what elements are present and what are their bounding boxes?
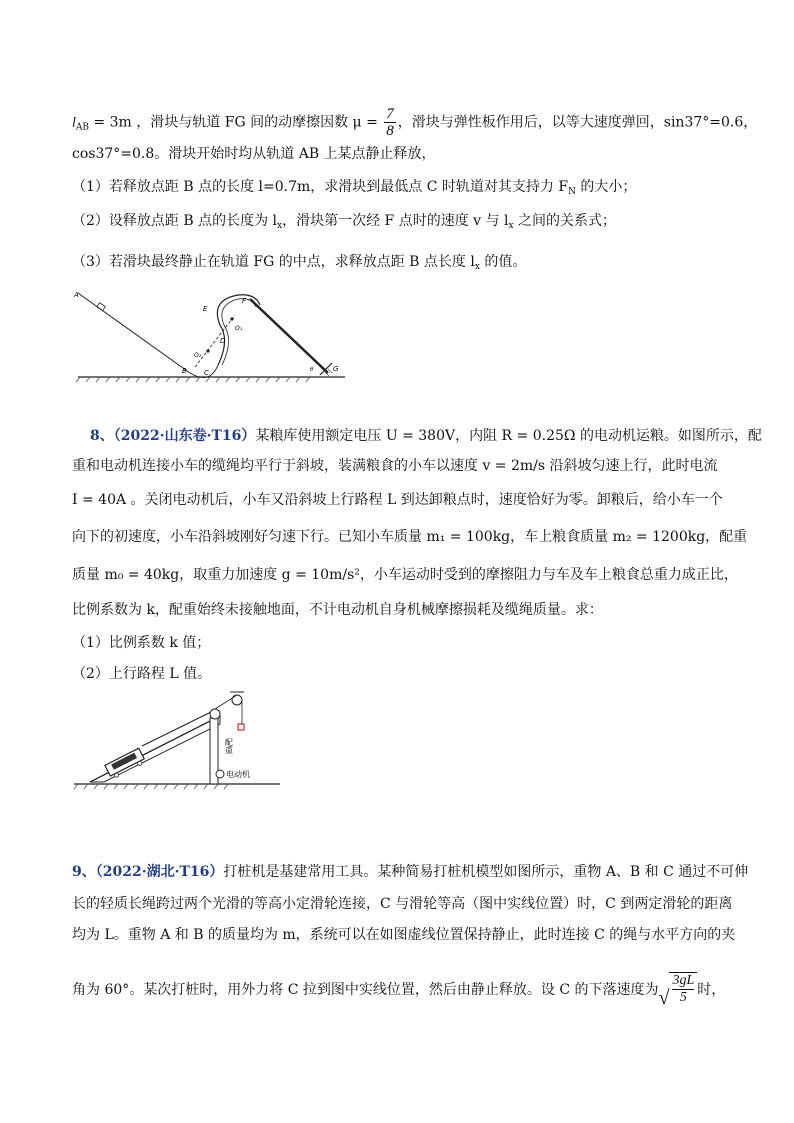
label-e: E xyxy=(203,305,208,313)
q9-line2: 长的轻质长绳跨过两个光滑的等高小定滑轮连接，C 与滑轮等高（图中实线位置）时，C 到两定滑轮的距离 xyxy=(72,896,733,912)
track-fg xyxy=(250,299,328,373)
label-o2: O₂ xyxy=(194,352,202,359)
q8-line4: 向下的初速度，小车沿斜坡刚好匀速下行。已知小车质量 m₁ = 100kg，车上粮食质量 m₂ = 1200kg，配重 xyxy=(72,529,748,545)
q7-line2: cos37°=0.8。滑块开始时均从轨道 AB 上某点静止释放， xyxy=(72,146,436,162)
label-c: C xyxy=(204,369,209,377)
q8-line1: 8、（2022·山东卷·T16）某粮库使用额定电压 U = 380V，内阻 R = 0.25Ω 的电动机运粮。如图所示，配 xyxy=(90,428,762,444)
q8-line5: 质量 m₀ = 40kg，取重力加速度 g = 10m/s²，小车运动时受到的摩擦阻力与车及车上粮食总重力成正比， xyxy=(72,567,738,583)
label-a: A xyxy=(74,291,79,299)
sqrt-expression: √ $\frac{3gL}{5}$ xyxy=(659,972,698,1008)
q7-part2: （2）设释放点距 B 点的长度为 $l_x$，滑块第一次经 F 点时的速度 v 与 $l_x$ 之间的关系式； xyxy=(72,213,616,231)
track-ab xyxy=(78,293,190,373)
label-motor: 电动机 xyxy=(226,770,250,779)
q7-line1: $l_{AB} = 3m$ ，滑块与轨道 FG 间的动摩擦因数 μ = $\frac{7}{8}$ ，滑块与弹性板作用后，以等大速度弹回，sin37°=0.6， xyxy=(72,106,758,139)
label-b: B xyxy=(182,367,187,375)
q8-line3: I = 40A 。关闭电动机后，小车又沿斜坡上行路程 L 到达卸粮点时，速度恰好为零。卸粮后，给小车一个 xyxy=(72,492,723,508)
q9-line5: 角为 60°。某次打桩时，用外力将 C 拉到图中实线位置，然后由静止释放。设 C 的下落速度为√ $\frac{3gL}{5}$ 时， xyxy=(72,973,726,1009)
q7-part1: （1）若释放点距 B 点的长度 l=0.7m，求滑块到最低点 C 时轨道对其支持力 $F_N$ 的大小； xyxy=(72,179,637,197)
q9-line3: 均为 L。重物 A 和 B 的质量均为 m，系统可以在如图虚线位置保持静止，此时连接 C 的绳与水平方向的夹 xyxy=(72,927,736,943)
label-o1: O₁ xyxy=(235,325,243,332)
q7-figure xyxy=(70,285,370,385)
label-theta: θ xyxy=(310,367,314,373)
q8-part2: （2）上行路程 L 值。 xyxy=(72,666,212,682)
q8-figure xyxy=(70,688,290,790)
q9-line1: 9、（2022·湖北·T16）打桩机是基建常用工具。某种简易打桩机模型如图所示，重物 A、B 和 C 通过不可伸 xyxy=(72,864,749,880)
label-f: F xyxy=(242,297,247,305)
mu-fraction: $\frac{7}{8}$ xyxy=(386,106,394,139)
label-d: D xyxy=(220,337,226,345)
q8-line2: 重和电动机连接小车的缆绳均平行于斜坡，装满粮食的小车以速度 v = 2m/s 沿斜坡匀速上行，此时电流 xyxy=(72,458,718,474)
q7-part3: （3）若滑块最终静止在轨道 FG 的中点，求释放点距 B 点长度 $l_x$ 的值。 xyxy=(72,254,527,272)
label-counterweight: 配重 xyxy=(224,738,234,754)
label-g: G xyxy=(333,365,339,373)
q8-part1: （1）比例系数 k 值； xyxy=(72,635,211,651)
q8-line6: 比例系数为 k，配重始终未接触地面，不计电动机自身机械摩擦损耗及缆绳质量。求： xyxy=(72,602,603,618)
